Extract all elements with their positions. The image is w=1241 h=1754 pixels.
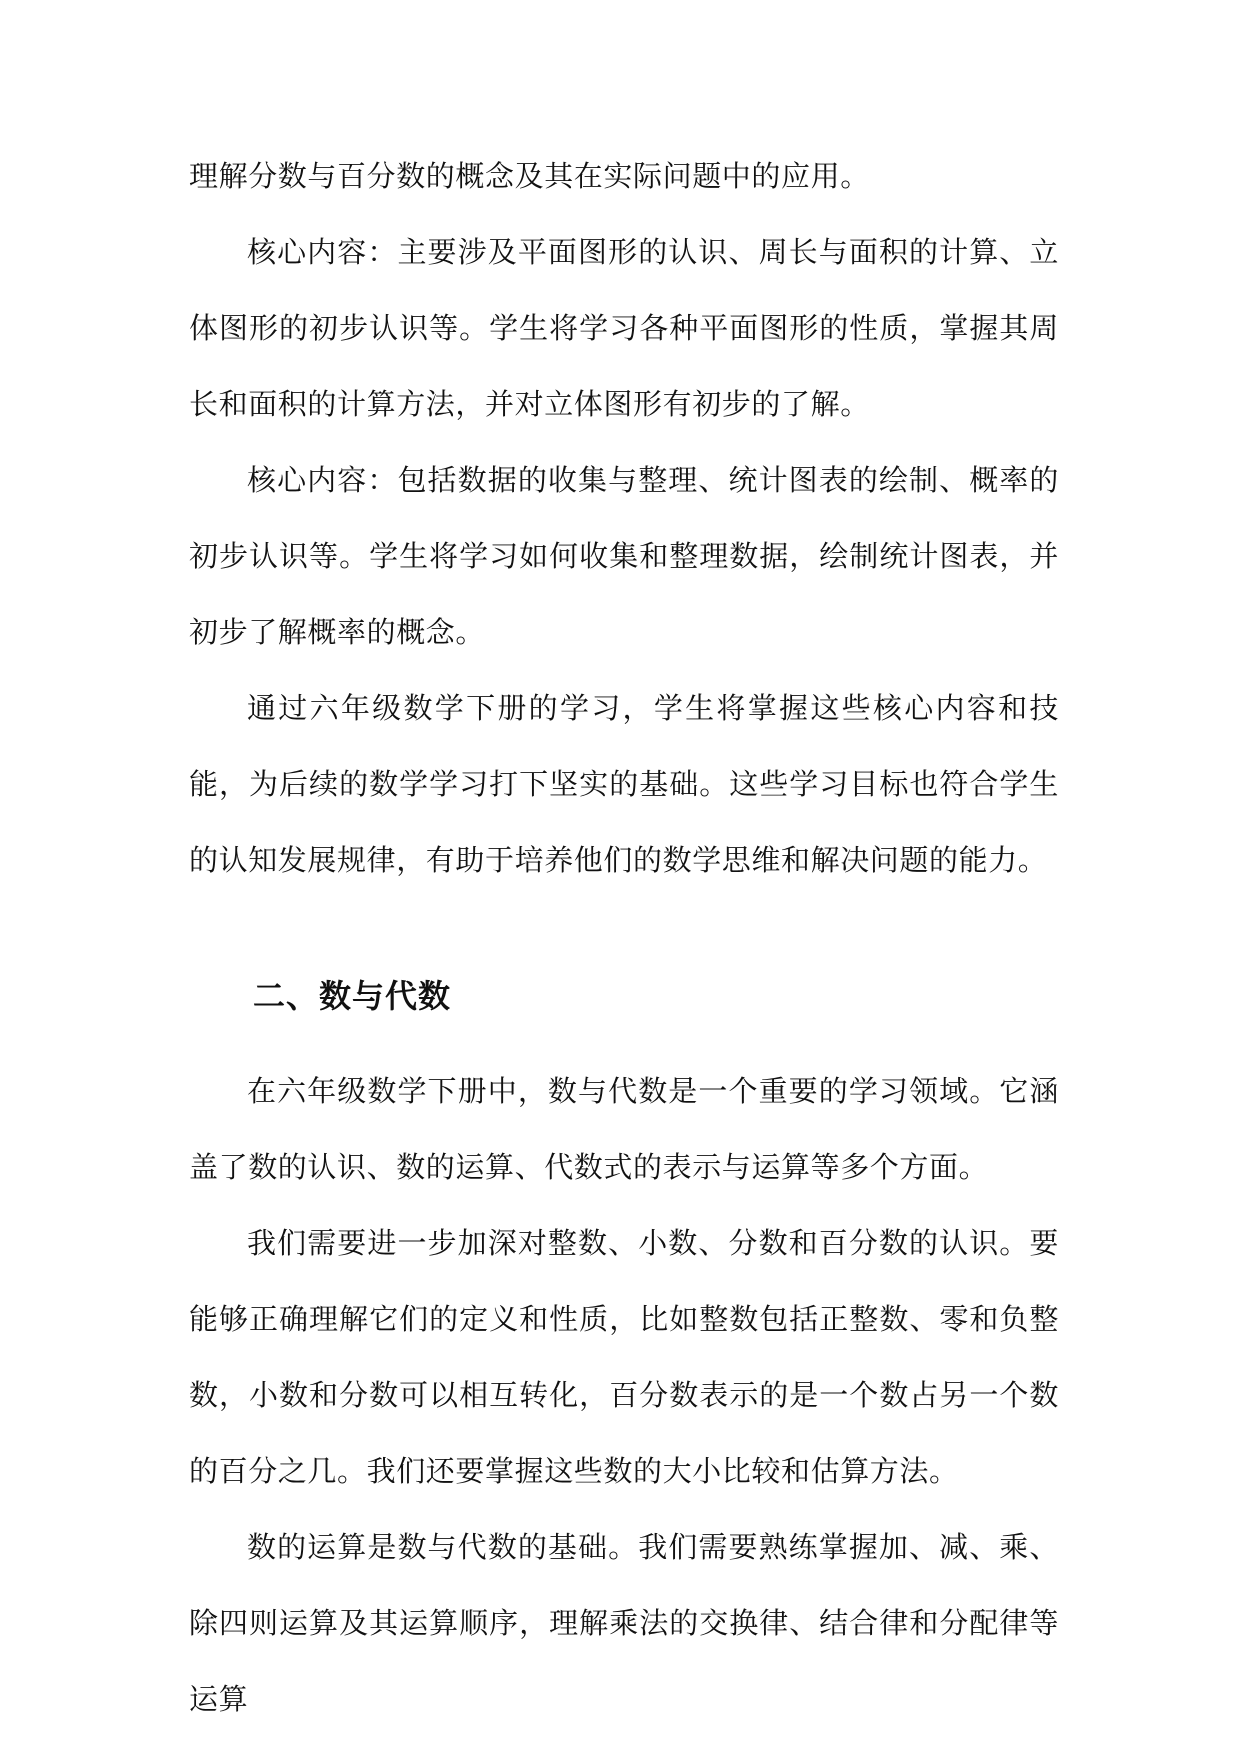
section-heading: 二、数与代数 xyxy=(253,977,452,1015)
page-body xyxy=(189,138,1059,1737)
paragraph-continuation: 理解分数与百分数的概念及其在实际问题中的应用。 xyxy=(189,159,870,193)
paragraph-operations: 数的运算是数与代数的基础。我们需要熟练掌握加、减、乘、除四则运算及其运算顺序，理解乘法的交换律、结合律和分配律等运算 xyxy=(189,1530,1059,1716)
paragraph-summary: 通过六年级数学下册的学习，学生将掌握这些核心内容和技能，为后续的数学学习打下坚实的基础。这些学习目标也符合学生的认知发展规律，有助于培养他们的数学思维和解决问题的能力。 xyxy=(189,691,1059,877)
paragraph-statistics-core: 核心内容：包括数据的收集与整理、统计图表的绘制、概率的初步认识等。学生将学习如何收集和整理数据，绘制统计图表，并初步了解概率的概念。 xyxy=(189,463,1059,649)
paragraph-number-types: 我们需要进一步加深对整数、小数、分数和百分数的认识。要能够正确理解它们的定义和性质，比如整数包括正整数、零和负整数，小数和分数可以相互转化，百分数表示的是一个数占另一个数的百分之几。我们还要掌握这些数的大小比较和估算方法。 xyxy=(189,1226,1059,1488)
paragraph-intro: 在六年级数学下册中，数与代数是一个重要的学习领域。它涵盖了数的认识、数的运算、代数式的表示与运算等多个方面。 xyxy=(189,1074,1059,1184)
paragraph-geometry-core: 核心内容：主要涉及平面图形的认识、周长与面积的计算、立体图形的初步认识等。学生将学习各种平面图形的性质，掌握其周长和面积的计算方法，并对立体图形有初步的了解。 xyxy=(189,235,1059,421)
